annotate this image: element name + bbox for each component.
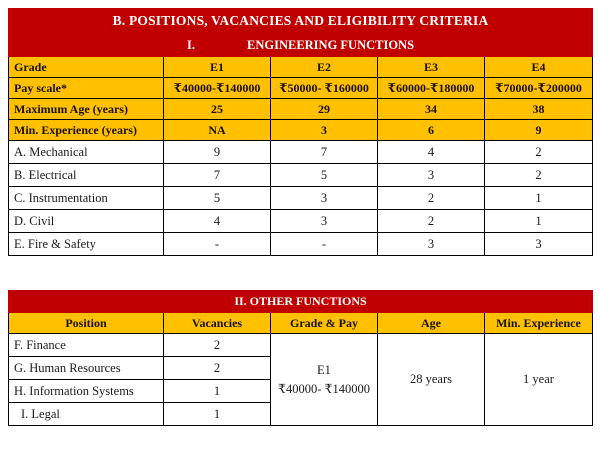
- cell-grade-e1: E1: [164, 57, 271, 78]
- cell-human-resources-vacancies: 2: [164, 357, 271, 380]
- cell-civil-e2: 3: [271, 210, 378, 233]
- cell-mechanical-e1: 9: [164, 141, 271, 164]
- cell-min-experience-e3: 6: [378, 120, 485, 141]
- cell-grade-e4: E4: [485, 57, 593, 78]
- row-label-grade: Grade: [9, 57, 164, 78]
- cell-pay-scale-e4: ₹70000-₹200000: [485, 78, 593, 99]
- row-label-maximum-age: Maximum Age (years): [9, 99, 164, 120]
- engineering-functions-table: [8, 8, 593, 256]
- column-header-grade-pay: Grade & Pay: [271, 313, 378, 334]
- column-header-vacancies: Vacancies: [164, 313, 271, 334]
- cell-maximum-age-e2: 29: [271, 99, 378, 120]
- cell-grade-e2: E2: [271, 57, 378, 78]
- table-row: [9, 164, 593, 187]
- cell-maximum-age-e1: 25: [164, 99, 271, 120]
- cell-mechanical-e3: 4: [378, 141, 485, 164]
- cell-min-experience-e1: NA: [164, 120, 271, 141]
- page-title: B. POSITIONS, VACANCIES AND ELIGIBILITY CRITERIA: [9, 9, 593, 34]
- row-label-civil: D. Civil: [9, 210, 164, 233]
- grade-pay-line-2: ₹40000- ₹140000: [278, 381, 370, 396]
- cell-pay-scale-e1: ₹40000-₹140000: [164, 78, 271, 99]
- cell-instrumentation-e2: 3: [271, 187, 378, 210]
- column-header-min-experience: Min. Experience: [485, 313, 593, 334]
- column-header-position: Position: [9, 313, 164, 334]
- other-section-header-row: [9, 291, 593, 313]
- cell-civil-e4: 1: [485, 210, 593, 233]
- engineering-section-numeral: I.: [187, 37, 195, 52]
- table-row: [9, 210, 593, 233]
- other-table-header-row: [9, 313, 593, 334]
- grade-pay-line-1: E1: [317, 363, 331, 378]
- engineering-section-header: [9, 34, 593, 57]
- cell-electrical-e1: 7: [164, 164, 271, 187]
- row-label-pay-scale: Pay scale*: [9, 78, 164, 99]
- cell-civil-e3: 2: [378, 210, 485, 233]
- row-label-mechanical: A. Mechanical: [9, 141, 164, 164]
- row-label-human-resources: G. Human Resources: [9, 357, 164, 380]
- cell-instrumentation-e4: 1: [485, 187, 593, 210]
- cell-electrical-e2: 5: [271, 164, 378, 187]
- cell-information-systems-vacancies: 1: [164, 380, 271, 403]
- cell-min-experience-e4: 9: [485, 120, 593, 141]
- cell-pay-scale-e2: ₹50000- ₹160000: [271, 78, 378, 99]
- table-row: [9, 57, 593, 78]
- cell-fire-safety-e3: 3: [378, 233, 485, 256]
- cell-age-merged: 28 years: [378, 334, 485, 426]
- cell-civil-e1: 4: [164, 210, 271, 233]
- document-title-row: [9, 9, 593, 34]
- row-label-information-systems: H. Information Systems: [9, 380, 164, 403]
- cell-fire-safety-e1: -: [164, 233, 271, 256]
- cell-legal-vacancies: 1: [164, 403, 271, 426]
- cell-electrical-e3: 3: [378, 164, 485, 187]
- row-label-legal: I. Legal: [9, 403, 164, 426]
- cell-finance-vacancies: 2: [164, 334, 271, 357]
- cell-maximum-age-e3: 34: [378, 99, 485, 120]
- cell-pay-scale-e3: ₹60000-₹180000: [378, 78, 485, 99]
- cell-min-experience-merged: 1 year: [485, 334, 593, 426]
- table-row: [9, 120, 593, 141]
- row-label-fire-safety: E. Fire & Safety: [9, 233, 164, 256]
- cell-instrumentation-e1: 5: [164, 187, 271, 210]
- table-row: [9, 187, 593, 210]
- table-row: [9, 141, 593, 164]
- row-label-instrumentation: C. Instrumentation: [9, 187, 164, 210]
- engineering-section-header-row: [9, 34, 593, 57]
- cell-fire-safety-e2: -: [271, 233, 378, 256]
- row-label-electrical: B. Electrical: [9, 164, 164, 187]
- cell-grade-e3: E3: [378, 57, 485, 78]
- cell-grade-pay-merged: [271, 334, 378, 426]
- table-row: [9, 78, 593, 99]
- engineering-section-title: ENGINEERING FUNCTIONS: [247, 37, 415, 52]
- cell-mechanical-e2: 7: [271, 141, 378, 164]
- table-row: [9, 334, 593, 357]
- row-label-min-experience: Min. Experience (years): [9, 120, 164, 141]
- cell-min-experience-e2: 3: [271, 120, 378, 141]
- other-section-header: II. OTHER FUNCTIONS: [9, 291, 593, 313]
- table-row: [9, 233, 593, 256]
- row-label-finance: F. Finance: [9, 334, 164, 357]
- other-functions-table: [8, 290, 593, 426]
- table-row: [9, 99, 593, 120]
- cell-mechanical-e4: 2: [485, 141, 593, 164]
- cell-electrical-e4: 2: [485, 164, 593, 187]
- cell-fire-safety-e4: 3: [485, 233, 593, 256]
- cell-maximum-age-e4: 38: [485, 99, 593, 120]
- column-header-age: Age: [378, 313, 485, 334]
- cell-instrumentation-e3: 2: [378, 187, 485, 210]
